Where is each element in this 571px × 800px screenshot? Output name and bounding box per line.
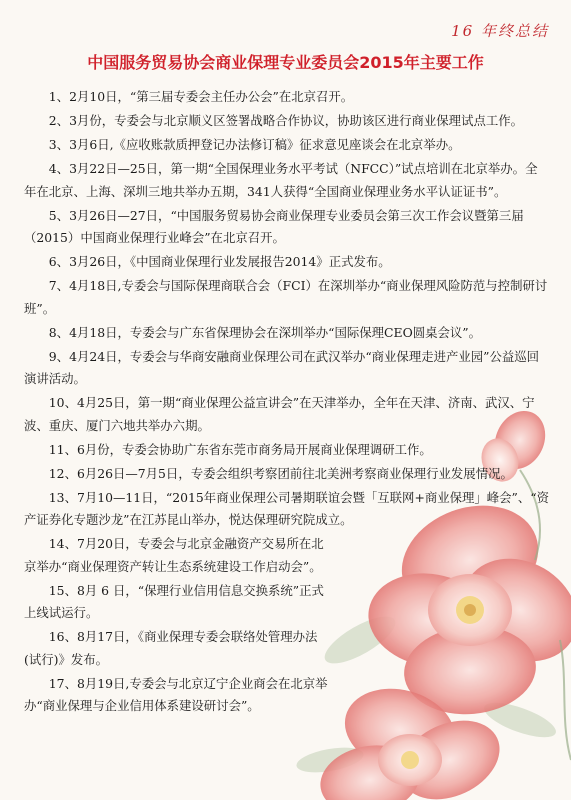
list-item: 14、7月20日，专委会与北京金融资产交易所在北京举办“商业保理资产转让生态系统建设工作启动会”。: [24, 536, 324, 574]
list-item: 7、4月18日,专委会与国际保理商联合会（FCI）在深圳举办“商业保理风险防范与控制研讨班”。: [24, 278, 548, 316]
list-item: 1、2月10日，“第三届专委会主任办公会”在北京召开。: [48, 89, 354, 104]
list-item: 17、8月19日,专委会与北京辽宁企业商会在北京举办“商业保理与企业信用体系建设研讨会”。: [24, 675, 328, 713]
list-item: 2、3月份，专委会与北京顺义区签署战略合作协议，协助该区进行商业保理试点工作。: [48, 113, 524, 128]
list-item: 12、6月26日—7月5日，专委会组织考察团前往北美洲考察商业保理行业发展情况。: [48, 465, 513, 481]
list-item: 5、3月26日—27日，“中国服务贸易协会商业保理专业委员会第三次工作会议暨第三届（2015）中国商业保理行业峰会”在北京召开。: [24, 207, 524, 245]
list-item: 3、3月6日,《应收账款质押登记办法修订稿》征求意见座谈会在北京举办。: [48, 137, 461, 152]
page-title: 中国服务贸易协会商业保理专业委员会2015年主要工作: [87, 53, 484, 72]
list-item: 15、8月 6 日，“保理行业信用信息交换系统”正式上线试运行。: [24, 582, 324, 620]
list-item: 13、7月10—11日，“2015年商业保理公司暑期联谊会暨「互联网+商业保理」峰会”、“资产证券化专题沙龙”在江苏昆山举办，悦达保理研究院成立。: [24, 489, 550, 527]
corner-label: 16 年终总结: [451, 22, 549, 40]
list-item: 9、4月24日，专委会与华商安融商业保理公司在武汉举办“商业保理走进产业园”公益巡回演讲活动。: [24, 348, 540, 386]
list-item: 8、4月18日，专委会与广东省保理协会在深圳举办“国际保理CEO圆桌会议”。: [48, 324, 482, 340]
list-item: 11、6月份，专委会协助广东省东莞市商务局开展商业保理调研工作。: [48, 441, 432, 457]
list-item: 6、3月26日，《中国商业保理行业发展报告2014》正式发布。: [48, 254, 391, 269]
list-item: 10、4月25日，第一期“商业保理公益宣讲会”在天津举办，全年在天津、济南、武汉、宁波、重庆、厦门六地共举办六期。: [24, 395, 535, 433]
list-item: 4、3月22日—25日，第一期“全国保理业务水平考试（NFCC）”试点培训在北京举办。全年在北京、上海、深圳三地共举办五期，341人获得“全国商业保理业务水平认证证书”。: [24, 161, 538, 199]
work-item-list: [24, 86, 549, 719]
list-item: 16、8月17日，《商业保理专委会联络处管理办法(试行)》发布。: [24, 629, 318, 667]
